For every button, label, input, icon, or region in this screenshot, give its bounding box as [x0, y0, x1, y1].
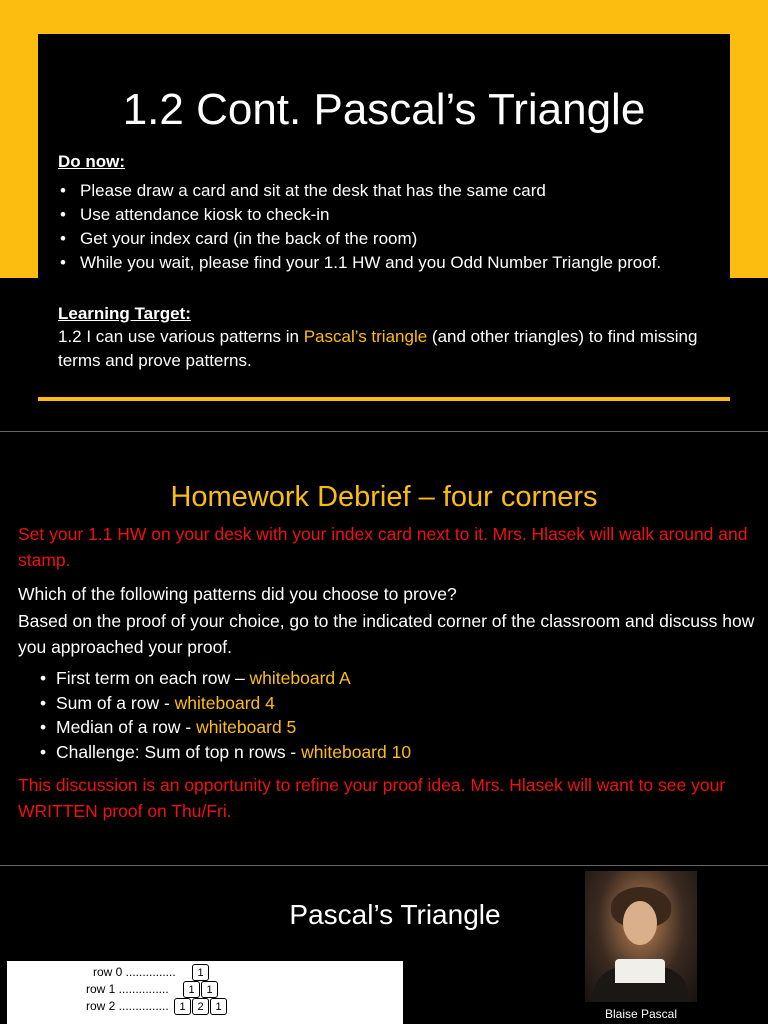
- option-location: whiteboard 4: [174, 692, 275, 713]
- pascal-triangle-figure: [7, 961, 403, 1024]
- triangle-cell: 2: [192, 998, 209, 1015]
- blaise-pascal-portrait: [585, 871, 697, 1002]
- row-label: row 2 ...............: [86, 999, 169, 1013]
- do-now-list: [58, 179, 680, 275]
- option-location: whiteboard 5: [196, 717, 297, 737]
- accent-rule: [38, 397, 730, 401]
- triangle-cell: 1: [201, 981, 218, 998]
- triangle-cell: 1: [192, 964, 209, 981]
- slide-3: [0, 866, 768, 1024]
- content-panel: [38, 34, 730, 406]
- pascal-triangle-title: Pascal’s Triangle: [289, 899, 501, 930]
- do-now-item: • Get your index card (in the back of the room): [80, 227, 680, 251]
- row-label: row 0 ...............: [93, 965, 176, 979]
- slide-divider: [0, 431, 768, 432]
- learning-target-label: Learning Target:: [58, 304, 191, 323]
- corner-directions: Based on the proof of your choice, go to the indicated corner of the classroom and discuss how you approached your proof.: [18, 611, 755, 657]
- option-text: Sum of a row -: [56, 692, 175, 713]
- pattern-question: Which of the following patterns did you choose to prove?: [18, 584, 457, 604]
- learning-target-start: 1.2 I can use various patterns in: [58, 327, 304, 346]
- pattern-option: [40, 691, 411, 716]
- do-now-item: • While you wait, please find your 1.1 HW and you Odd Number Triangle proof.: [80, 251, 680, 275]
- option-location: whiteboard A: [249, 668, 351, 688]
- triangle-cell: 1: [210, 998, 227, 1015]
- do-now-label: Do now:: [58, 152, 126, 171]
- pascal-triangle-highlight: Pascal’s triangle: [303, 327, 428, 346]
- pattern-option: [40, 740, 411, 765]
- option-text: Challenge: Sum of top n rows -: [56, 741, 302, 762]
- triangle-cell: 1: [183, 981, 200, 998]
- pattern-option: [40, 715, 411, 740]
- triangle-cell: 1: [174, 998, 191, 1015]
- slide-title: 1.2 Cont. Pascal’s Triangle: [122, 85, 646, 134]
- do-now-item: • Please draw a card and sit at the desk that has the same card: [80, 179, 680, 203]
- slide-2: [0, 433, 768, 864]
- option-location: whiteboard 10: [301, 741, 412, 762]
- learning-target-end: (and other triangles) to find missing terms and prove patterns.: [58, 327, 698, 370]
- stamp-instruction: Set your 1.1 HW on your desk with your index card next to it. Mrs. Hlasek will walk around and stamp.: [18, 524, 748, 570]
- portrait-caption: Blaise Pascal: [604, 1007, 678, 1021]
- pattern-option: [40, 666, 411, 691]
- row-label: row 1 ...............: [86, 982, 169, 996]
- homework-debrief-title: Homework Debrief – four corners: [170, 481, 598, 513]
- do-now-item: • Use attendance kiosk to check-in: [80, 203, 680, 227]
- learning-target-text: [58, 325, 718, 373]
- proof-note: This discussion is an opportunity to refine your proof idea. Mrs. Hlasek will want to see your WRITTEN proof on Thu/Fri.: [18, 775, 726, 821]
- option-text: First term on each row –: [56, 668, 250, 688]
- slide-1: [0, 0, 768, 430]
- pattern-options: [40, 666, 411, 764]
- option-text: Median of a row -: [56, 717, 197, 737]
